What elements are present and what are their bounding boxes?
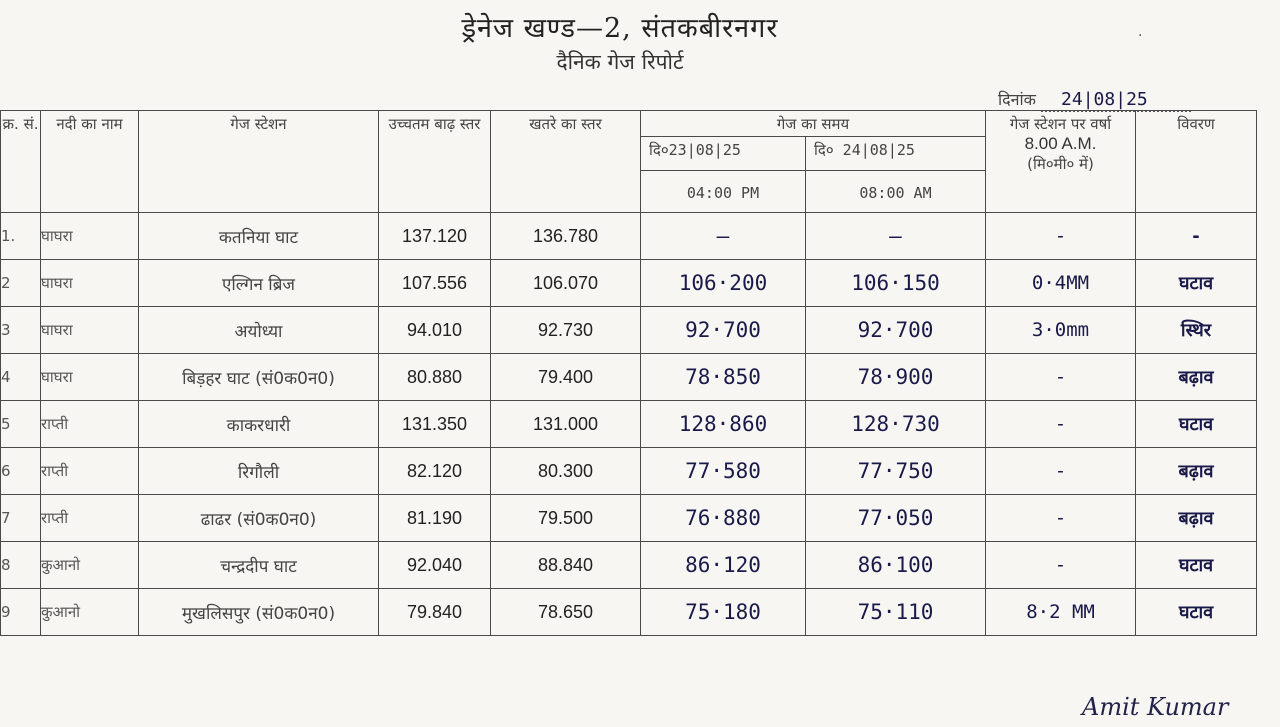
- cell-sn: 6: [1, 448, 41, 495]
- rainfall-unit: (मि०मी० में): [1027, 155, 1094, 173]
- cell-river: राप्ती: [41, 401, 139, 448]
- cell-rainfall: -: [986, 354, 1136, 401]
- cell-danger-level: 78.650: [491, 589, 641, 636]
- col-header-time2: 08:00 AM: [806, 171, 986, 213]
- cell-danger-level: 79.500: [491, 495, 641, 542]
- cell-sn: 5: [1, 401, 41, 448]
- cell-remark: घटाव: [1136, 401, 1257, 448]
- cell-rainfall: 8·2 MM: [986, 589, 1136, 636]
- col-header-time1: 04:00 PM: [641, 171, 806, 213]
- cell-remark: स्थिर: [1136, 307, 1257, 354]
- rainfall-label: गेज स्टेशन पर वर्षा: [1009, 115, 1112, 133]
- cell-rainfall: -: [986, 542, 1136, 589]
- cell-remark: बढ़ाव: [1136, 448, 1257, 495]
- cell-station: कतनिया घाट: [139, 213, 379, 260]
- cell-remark: घटाव: [1136, 260, 1257, 307]
- cell-rainfall: -: [986, 401, 1136, 448]
- cell-highest-flood: 92.040: [379, 542, 491, 589]
- cell-reading-2: 92·700: [806, 307, 986, 354]
- cell-reading-1: –: [641, 213, 806, 260]
- cell-station: मुखलिसपुर (सं0क0न0): [139, 589, 379, 636]
- cell-reading-2: 106·150: [806, 260, 986, 307]
- cell-highest-flood: 81.190: [379, 495, 491, 542]
- cell-station: ढाढर (सं0क0न0): [139, 495, 379, 542]
- col-header-date2: दि० 24|08|25: [806, 137, 986, 171]
- date-value: 24|08|25: [1041, 89, 1191, 112]
- table-row: [1, 401, 1257, 448]
- table-body: [1, 213, 1257, 636]
- cell-highest-flood: 82.120: [379, 448, 491, 495]
- col-header-station: गेज स्टेशन: [139, 111, 379, 213]
- cell-reading-2: –: [806, 213, 986, 260]
- table-row: [1, 589, 1257, 636]
- cell-sn: 1.: [1, 213, 41, 260]
- cell-river: घाघरा: [41, 213, 139, 260]
- table-row: [1, 307, 1257, 354]
- cell-danger-level: 79.400: [491, 354, 641, 401]
- cell-reading-2: 75·110: [806, 589, 986, 636]
- cell-highest-flood: 107.556: [379, 260, 491, 307]
- cell-reading-2: 78·900: [806, 354, 986, 401]
- cell-reading-1: 128·860: [641, 401, 806, 448]
- cell-highest-flood: 137.120: [379, 213, 491, 260]
- cell-rainfall: 3·0mm: [986, 307, 1136, 354]
- stray-dot: ·: [1138, 28, 1143, 44]
- cell-remark: -: [1136, 213, 1257, 260]
- cell-sn: 3: [1, 307, 41, 354]
- cell-river: घाघरा: [41, 260, 139, 307]
- col-header-gauge-time: गेज का समय: [641, 111, 986, 137]
- cell-river: कुआनो: [41, 542, 139, 589]
- cell-danger-level: 92.730: [491, 307, 641, 354]
- report-title: ड्रेनेज खण्ड—2, संतकबीरनगर: [461, 13, 779, 44]
- table-row: [1, 260, 1257, 307]
- cell-remark: घटाव: [1136, 542, 1257, 589]
- cell-reading-1: 106·200: [641, 260, 806, 307]
- cell-rainfall: -: [986, 495, 1136, 542]
- rainfall-time: 8.00 A.M.: [1024, 134, 1097, 153]
- cell-reading-1: 76·880: [641, 495, 806, 542]
- gauge-report-table: [0, 110, 1257, 636]
- cell-reading-1: 78·850: [641, 354, 806, 401]
- col-header-remarks: विवरण: [1136, 111, 1257, 213]
- cell-sn: 4: [1, 354, 41, 401]
- table-row: [1, 495, 1257, 542]
- cell-rainfall: -: [986, 448, 1136, 495]
- cell-river: राप्ती: [41, 495, 139, 542]
- col-header-river: नदी का नाम: [41, 111, 139, 213]
- cell-sn: 7: [1, 495, 41, 542]
- cell-danger-level: 131.000: [491, 401, 641, 448]
- cell-river: घाघरा: [41, 354, 139, 401]
- cell-sn: 2: [1, 260, 41, 307]
- cell-highest-flood: 94.010: [379, 307, 491, 354]
- cell-danger-level: 106.070: [491, 260, 641, 307]
- cell-reading-2: 128·730: [806, 401, 986, 448]
- cell-remark: घटाव: [1136, 589, 1257, 636]
- cell-highest-flood: 80.880: [379, 354, 491, 401]
- cell-station: अयोध्या: [139, 307, 379, 354]
- col-header-highest-flood: उच्चतम बाढ़ स्तर: [379, 111, 491, 213]
- col-header-danger-level: खतरे का स्तर: [491, 111, 641, 213]
- cell-river: घाघरा: [41, 307, 139, 354]
- cell-reading-1: 92·700: [641, 307, 806, 354]
- cell-reading-1: 75·180: [641, 589, 806, 636]
- cell-reading-1: 86·120: [641, 542, 806, 589]
- cell-sn: 9: [1, 589, 41, 636]
- date-label: दिनांक: [998, 90, 1036, 109]
- col-header-sn: क्र. सं.: [1, 111, 41, 213]
- table-row: [1, 213, 1257, 260]
- cell-danger-level: 80.300: [491, 448, 641, 495]
- cell-river: कुआनो: [41, 589, 139, 636]
- cell-remark: बढ़ाव: [1136, 495, 1257, 542]
- cell-danger-level: 136.780: [491, 213, 641, 260]
- cell-rainfall: -: [986, 213, 1136, 260]
- col-header-rainfall: [986, 111, 1136, 213]
- cell-reading-1: 77·580: [641, 448, 806, 495]
- cell-highest-flood: 131.350: [379, 401, 491, 448]
- date-line: [998, 88, 1191, 112]
- table-row: [1, 448, 1257, 495]
- report-subtitle: दैनिक गेज रिपोर्ट: [556, 50, 684, 74]
- cell-sn: 8: [1, 542, 41, 589]
- cell-station: एल्गिन ब्रिज: [139, 260, 379, 307]
- cell-danger-level: 88.840: [491, 542, 641, 589]
- cell-remark: बढ़ाव: [1136, 354, 1257, 401]
- cell-station: चन्द्रदीप घाट: [139, 542, 379, 589]
- cell-reading-2: 77·050: [806, 495, 986, 542]
- signature: Amit Kumar: [1082, 693, 1229, 721]
- table-row: [1, 354, 1257, 401]
- cell-reading-2: 86·100: [806, 542, 986, 589]
- col-header-date1: दि०23|08|25: [641, 137, 806, 171]
- cell-reading-2: 77·750: [806, 448, 986, 495]
- cell-highest-flood: 79.840: [379, 589, 491, 636]
- cell-river: राप्ती: [41, 448, 139, 495]
- cell-station: काकरधारी: [139, 401, 379, 448]
- table-row: [1, 542, 1257, 589]
- cell-station: रिगौली: [139, 448, 379, 495]
- cell-station: बिड़हर घाट (सं0क0न0): [139, 354, 379, 401]
- cell-rainfall: 0·4MM: [986, 260, 1136, 307]
